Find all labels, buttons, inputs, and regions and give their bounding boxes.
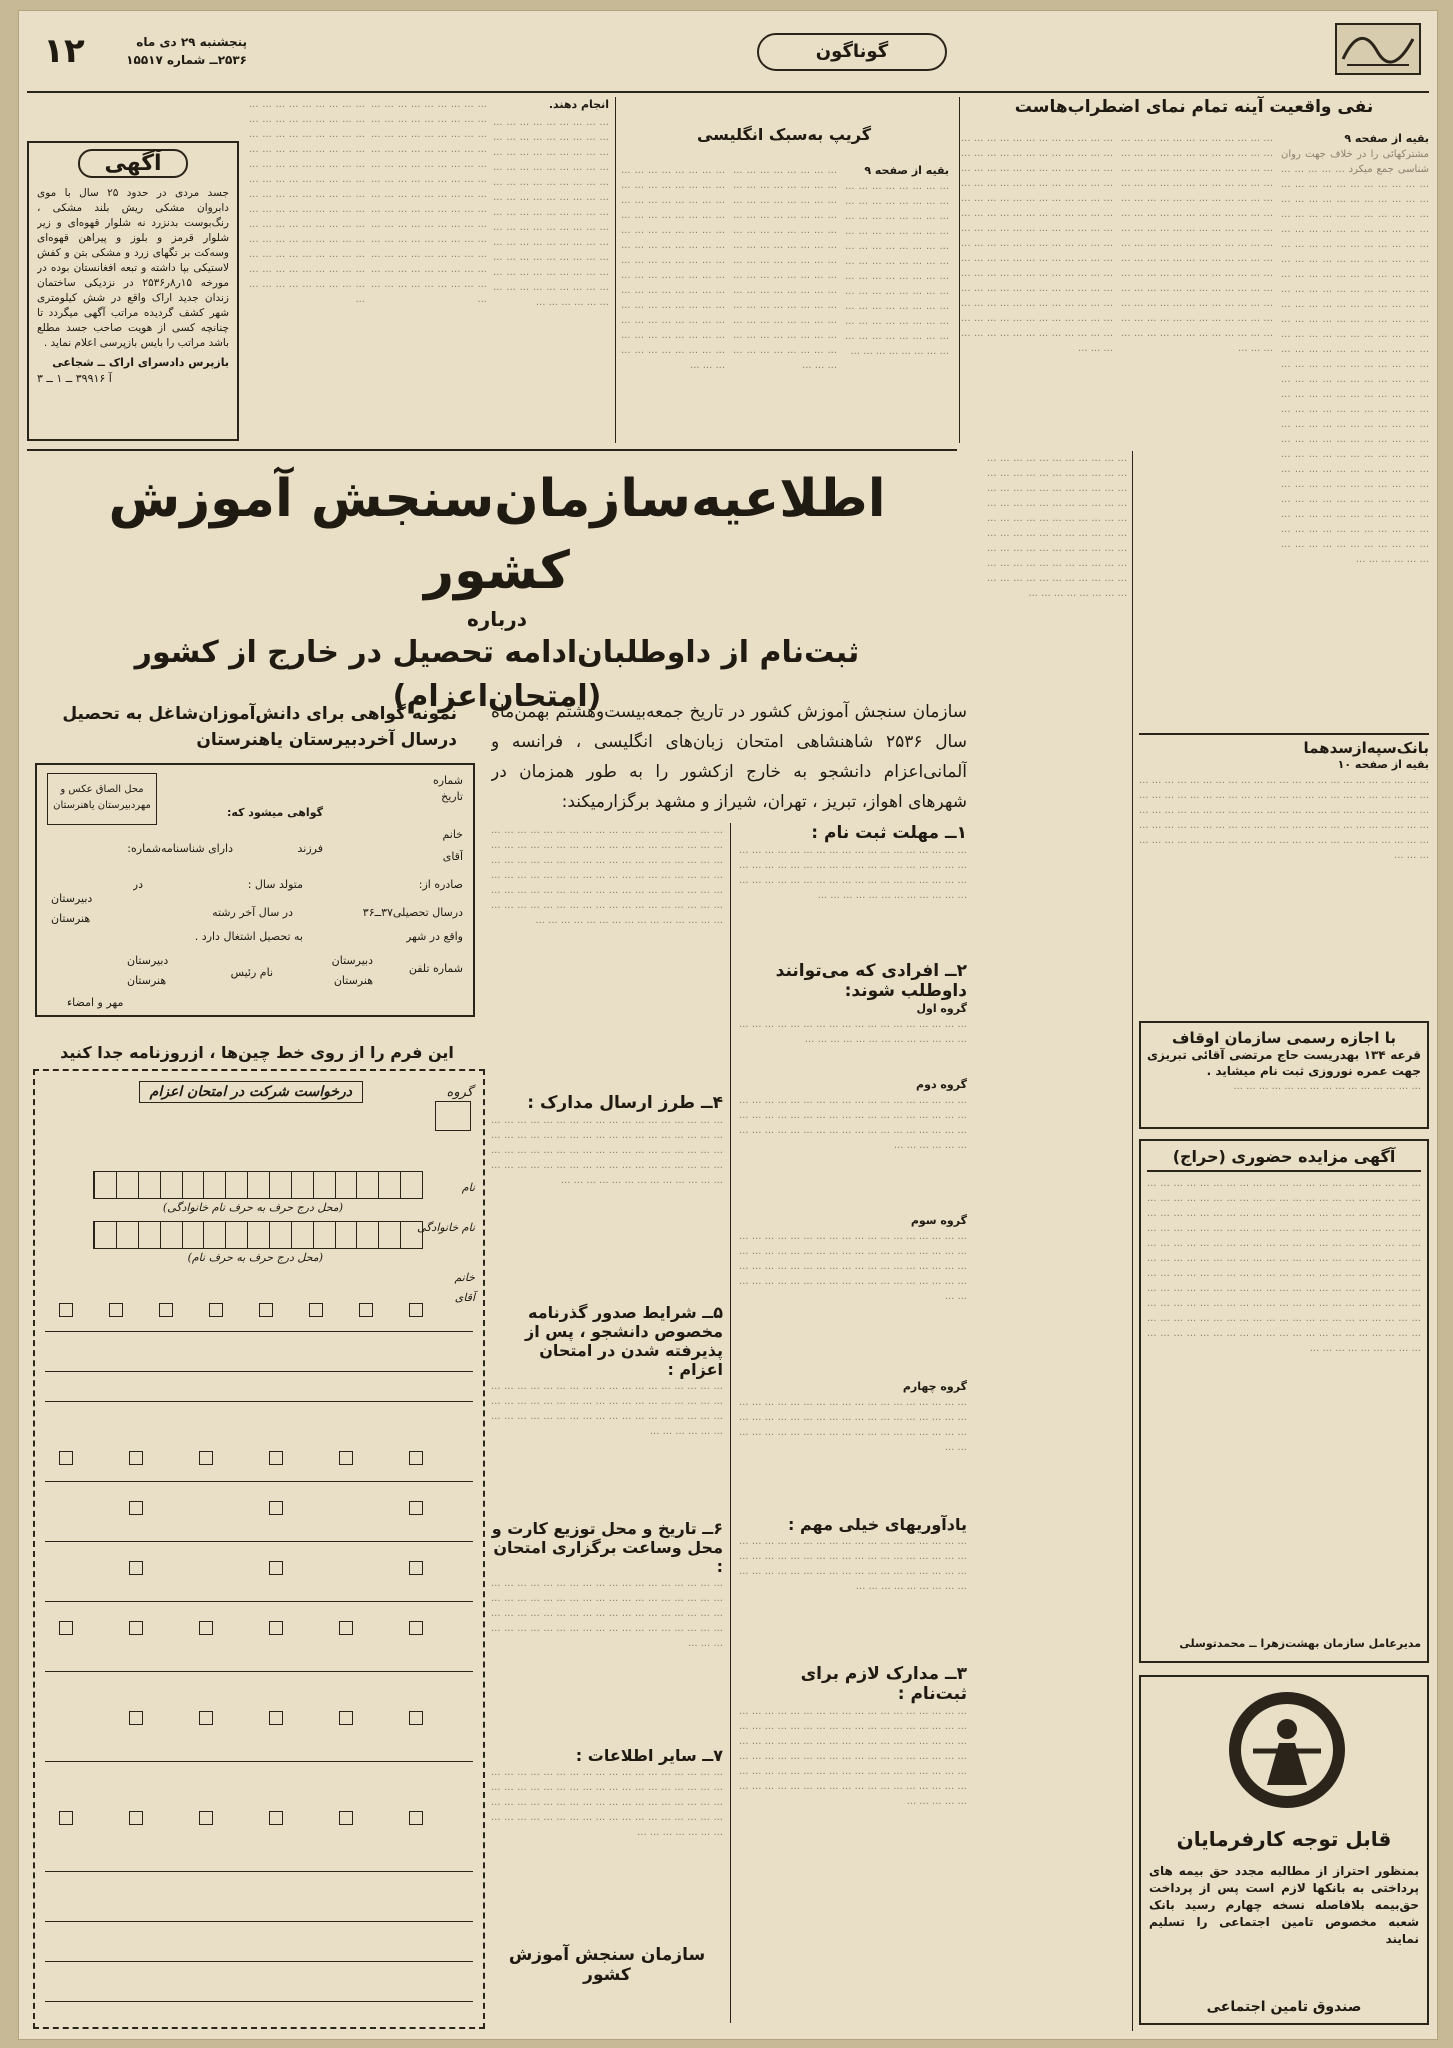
section-1-title: ۱ــ مهلت ثبت نام : [811,823,967,843]
checkbox[interactable] [129,1711,143,1725]
employers-signature: صندوق تامین اجتماعی [1206,1999,1362,2015]
certificate-box [35,763,475,1017]
social-security-emblem-icon [1217,1685,1357,1815]
certificate-title: نمونه گواهی برای دانش‌آموزان‌شاغل به تحصیل درسال آخردبیرستان یاهنرستان [62,704,457,750]
cert-school-1: دبیرستان [51,892,93,905]
photo-stamp-area: محل الصاق عکس و مهردبیرستان یاهنرستان [47,773,157,825]
checkbox[interactable] [309,1303,323,1317]
checkbox[interactable] [129,1621,143,1635]
group-3-title: گروه سوم [910,1214,967,1227]
checkbox[interactable] [59,1621,73,1635]
mirror-article-col2: ... ... ... ... ... ... ... ... ... ... ... ... ... ... ... ... ... ... ... ... ... ... ... ... ... ... ... ... ... ... ... ... ... ... ... ... ... ... ... ... ... ... ... ... ... ... ... ... ... ... ... ... ... ... ... ... ... ... ... ... ... ... ... ... ... ... ... ... ... ... ... ... ... ... ... ... ... ... ... ... ... ... ... ... ... ... ... ... ... ... ... ... ... ... ... ... ... ... ... ... ... ... ... ... ... ... ... ... ... ... ... ... ... ... ... ... ... ... ... ... ... ... ... ... ... ... ... ... ... ... ... ... ... ... ... ... ... ... ... ... ... ... ... ... ... ... ... ... ... ... ... ... ... ... ... ... ... ... ... ... ... ... ... ... ... ... ... ... ... ... ... [1121,133,1273,354]
mirror-article-col3: ... ... ... ... ... ... ... ... ... ... ... ... ... ... ... ... ... ... ... ... ... ... ... ... ... ... ... ... ... ... ... ... ... ... ... ... ... ... ... ... ... ... ... ... ... ... ... ... ... ... ... ... ... ... ... ... ... ... ... ... ... ... ... ... ... ... ... ... ... ... ... ... ... ... ... ... ... ... ... ... ... ... ... ... ... ... ... ... ... ... ... ... ... ... ... ... ... ... ... ... ... ... ... ... ... ... ... ... ... ... ... ... ... ... ... ... ... ... ... ... ... ... ... ... ... ... ... ... ... ... ... ... ... ... ... ... ... ... ... ... ... ... ... ... ... ... ... ... ... ... ... ... ... ... ... ... ... ... ... ... ... ... ... ... ... ... ... ... ... ... ... [961,133,1113,354]
checkbox[interactable] [409,1711,423,1725]
ad-unknown-body [27,141,239,441]
newspaper-page [18,10,1438,2040]
form-line-surname: (محل درج حرف به حرف نام خانوادگی) [162,1201,343,1214]
form-field-lady: خانم [454,1271,475,1284]
cert-child-of: فرزند [297,842,323,855]
checkbox[interactable] [359,1303,373,1317]
bank-notice: بانک‌سپه‌ازسدهما بقیه از صفحه ۱۰ ... ... ... ... ... ... ... ... ... ... ... ... ... ... ... ... ... ... ... ... ... ... ... ... ... ... ... ... ... ... ... ... ... ... ... ... ... ... ... ... ... ... ... ... ... ... ... ... ... ... ... ... ... ... ... ... ... ... ... ... ... ... ... ... ... ... ... ... ... ... ... ... ... ... ... ... ... ... ... ... ... ... ... ... ... ... ... ... ... ... ... ... ... ... ... ... ... ... ... ... ... ... ... ... ... ... ... ... ... ... ... ... ... ... ... ... ... ... [1139,739,1429,861]
checkbox[interactable] [269,1561,283,1575]
auction-title: آگهی مزایده حضوری (حراج) [1147,1147,1421,1172]
british-article-body: ... ... ... ... ... ... ... ... ... ... ... ... ... ... ... ... ... ... ... ... ... ... ... ... ... ... ... ... ... ... ... ... ... ... ... ... ... ... ... ... ... ... ... ... ... ... ... ... ... ... ... ... ... ... ... ... ... ... ... ... ... ... ... ... ... ... ... ... ... ... ... ... ... ... ... ... ... ... ... ... ... ... ... ... ... ... ... ... ... ... ... ... ... ... ... ... [845,181,949,357]
cert-located: واقع در شهر [405,930,463,943]
section-4-title: ۴ــ طرز ارسال مدارک : [527,1093,723,1113]
group-box[interactable] [435,1101,471,1131]
masthead-logo [1335,23,1421,75]
header-rule [27,91,1429,93]
british-article-title: گریپ به‌سبک انگلیسی [696,125,872,144]
checkbox[interactable] [339,1811,353,1825]
group-4-title: گروه چهارم [902,1380,967,1393]
employers-body: بمنظور احتراز از مطالبه مجدد حق بیمه های پرداختی به بانکها لازم است پس از پرداخت حق‌بیمه بلافاصله نسخه چهارم رسید بانک شعبه مخصوص تامین اجتماعی را تسلیم نمایند [1149,1864,1419,1946]
form-field-name: نام [461,1181,475,1194]
checkbox[interactable] [159,1303,173,1317]
registration-form [33,1069,485,2029]
form-field-sir: آقای [454,1291,475,1304]
auction-signature: مدیرعامل سازمان بهشت‌زهرا ــ محمدتوسلی [1179,1637,1421,1650]
section-badge [757,33,947,71]
certificate-sample [27,701,483,1041]
section-3-title: ۳ــ مدارک لازم برای ثبت‌نام : [800,1664,967,1704]
announcement-about: درباره [466,607,528,631]
mirror-article-title: نفی واقعیت آینه تمام نمای اضطراب‌هاست [1014,97,1374,117]
auction-notice: آگهی مزایده حضوری (حراج) ... ... ... ... ... ... ... ... ... ... ... ... ... ... ... ... ... ... ... ... ... ... ... ... ... ... ... ... ... ... ... ... ... ... ... ... ... ... ... ... ... ... ... ... ... ... ... ... ... ... ... ... ... ... ... ... ... ... ... ... ... ... ... ... ... ... ... ... ... ... ... ... ... ... ... ... ... ... ... ... ... ... ... ... ... ... ... ... ... ... ... ... ... ... ... ... ... ... ... ... ... ... ... ... ... ... ... ... ... ... ... ... ... ... ... ... ... ... ... ... ... ... ... ... ... ... ... ... ... ... ... ... ... ... ... ... ... ... ... ... ... ... ... ... ... ... ... ... ... ... ... ... ... ... ... ... ... ... ... ... ... ... ... ... ... ... ... ... ... ... ... ... ... ... ... ... ... ... ... ... ... ... ... ... ... ... ... ... ... ... ... ... ... ... ... ... ... ... ... ... ... ... ... ... ... ... ... ... ... ... ... ... ... ... ... ... ... ... ... ... ... ... ... ... ... ... ... ... ... ... ... ... ... ... ... ... ... ... ... ... مدیرعامل سازمان بهشت‌زهرا ــ محمدتوسلی [1139,1139,1429,1663]
ad-title: آگهی [78,149,188,178]
checkbox[interactable] [129,1501,143,1515]
checkbox[interactable] [409,1451,423,1465]
cert-id: دارای شناسنامه‌شماره: [127,842,233,855]
mirror-article-lead: بقیه از صفحه ۹ [1344,132,1429,145]
checkbox[interactable] [339,1621,353,1635]
form-group-label: گروه [446,1085,473,1100]
cert-born: متولد سال : [247,878,303,891]
form-field-surname: نام خانوادگی [417,1221,475,1234]
checkbox[interactable] [409,1621,423,1635]
cert-in: در [132,878,143,891]
cert-year: درسال تحصیلی۳۷ــ۳۶ [362,906,463,919]
section-6-title: ۶ــ تاریخ و محل توزیع کارت و محل وساعت برگزاری امتحان : [491,1519,723,1576]
cert-principal: نام رئیس [230,966,273,979]
checkbox[interactable] [269,1621,283,1635]
issue-line: ۲۵۳۶ــ شماره ۱۵۵۱۷ [126,53,247,67]
checkbox[interactable] [269,1501,283,1515]
cert-vocational-3: هنرستان [127,974,167,987]
cert-certify: گواهی میشود که: [227,806,323,819]
page-number: ۱۲ [43,31,85,71]
checkbox[interactable] [199,1451,213,1465]
surname-cells[interactable] [93,1171,423,1199]
announcement-overflow: ... ... ... ... ... ... ... ... ... ... ... ... ... ... ... ... ... ... ... ... ... ... ... ... ... ... ... ... ... ... ... ... ... ... ... ... ... ... ... ... ... ... ... ... ... ... ... ... ... ... ... ... ... ... ... ... ... ... ... ... ... ... ... ... ... ... ... ... ... ... ... ... ... ... ... ... ... ... ... ... ... ... ... ... ... ... ... ... ... ... ... ... ... ... ... ... ... ... ... ... ... ... ... ... ... ... ... [987,453,1127,599]
form-title: درخواست شرکت در امتحان اعزام [139,1081,363,1103]
announcement-col-b: ... ... ... ... ... ... ... ... ... ... ... ... ... ... ... ... ... ... ... ... ... ... ... ... ... ... ... ... ... ... ... ... ... ... ... ... ... ... ... ... ... ... ... ... ... ... ... ... ... ... ... ... ... ... ... ... ... ... ... ... ... ... ... ... ... ... ... ... ... ... ... ... ... ... ... ... ... ... ... ... ... ... ... ... ... ... ... ... ... ... ... ... ... ... ... ... ... ... ... ... ... ... ... ... ... ... ... ... ... ... ... ... ... ... ... ... ... ... ... ... ... ... ... ۴ــ طرز ارسال مدارک : ... ... ... ... ... ... ... ... ... ... ... ... ... ... ... ... ... ... ... ... ... ... ... ... ... ... ... ... ... ... ... ... ... ... ... ... ... ... ... ... ... ... ... ... ... ... ... ... ... ... ... ... ... ... ... ... ... ... ... ... ... ... ... ... ... ... ... ... ... ... ... ... ... ... ... ... ... ... ... ... ... ... ... ... ... ۵ــ شرایط صدور گذرنامه مخصوص دانشجو ، پس از پذیرفته شدن در امتحان اعزام : ... ... ... ... ... ... ... ... ... ... ... ... ... ... ... ... ... ... ... ... ... ... ... ... ... ... ... ... ... ... ... ... ... ... ... ... ... ... ... ... ... ... ... ... ... ... ... ... ... ... ... ... ... ... ... ... ... ... ... ... ۶ــ تاریخ و محل توزیع کارت و محل وساعت برگزاری امتحان : ... ... ... ... ... ... ... ... ... ... ... ... ... ... ... ... ... ... ... ... ... ... ... ... ... ... ... ... ... ... ... ... ... ... ... ... ... ... ... ... ... ... ... ... ... ... ... ... ... ... ... ... ... ... ... ... ... ... ... ... ... ... ... ... ... ... ... ... ... ... ... ... ... ... ... ۷ــ سایر اطلاعات : ... ... ... ... ... ... ... ... ... ... ... ... ... ... ... ... ... ... ... ... ... ... ... ... ... ... ... ... ... ... ... ... ... ... ... ... ... ... ... ... ... ... ... ... ... ... ... ... ... ... ... ... ... ... ... ... ... ... ... ... ... ... ... ... ... ... ... ... ... ... ... ... ... ... ... ... ... ... ... سازمان سنجش آموزش کشور [491,825,723,1985]
checkbox[interactable] [339,1711,353,1725]
checkbox[interactable] [129,1811,143,1825]
mirror-article-body: مشترکهائی را در خلاف جهت روان شناسی جمع میکرد ... ... ... ... ... ... ... ... ... ... ... ... ... ... ... ... ... ... ... ... ... ... ... ... ... ... ... ... ... ... ... ... ... ... ... ... ... ... ... ... ... ... ... ... ... ... ... ... ... ... ... ... ... ... ... ... ... ... ... ... ... ... ... ... ... ... ... ... ... ... ... ... ... ... ... ... ... ... ... ... ... ... ... ... ... ... ... ... ... ... ... ... ... ... ... ... ... ... ... ... ... ... ... ... ... ... ... ... ... ... ... ... ... ... ... ... ... ... ... ... ... ... ... ... ... ... ... ... ... ... ... ... ... ... ... ... ... ... ... ... ... ... ... ... ... ... ... ... ... ... ... ... ... ... ... ... ... ... ... ... ... ... ... ... ... ... ... ... ... ... ... ... ... ... ... ... ... ... ... ... ... ... ... ... ... ... ... ... ... ... ... ... ... ... ... ... ... ... ... ... ... ... ... ... ... ... ... ... ... ... ... ... ... ... ... ... ... ... ... ... ... ... ... ... ... ... ... ... ... ... ... ... ... ... ... ... ... ... ... ... ... ... ... ... ... ... ... ... ... ... ... ... ... ... ... ... ... ... ... ... ... ... ... ... ... ... ... ... ... ... ... ... ... ... ... ... ... ... ... ... ... ... ... ... ... ... [1281,149,1429,565]
checkbox[interactable] [409,1811,423,1825]
checkbox[interactable] [209,1303,223,1317]
section-7-title: ۷ــ سایر اطلاعات : [575,1746,723,1765]
checkbox[interactable] [129,1561,143,1575]
name-cells[interactable] [93,1221,423,1249]
checkbox[interactable] [199,1811,213,1825]
cert-issued: صادره از: [418,878,463,891]
checkbox[interactable] [269,1451,283,1465]
checkbox[interactable] [409,1501,423,1515]
checkbox[interactable] [199,1621,213,1635]
awqaf-body: قرعه ۱۳۴ بهدریست حاج مرتضی آقائی تبریزی جهت عمره نوروزی ثبت نام میشاید . [1147,1048,1421,1078]
awqaf-title: با اجازه رسمی سازمان اوقاف [1172,1029,1396,1047]
cert-number: شماره [432,774,463,787]
ad-code: آ ۳۹۹۱۶ ــ ۱ ــ ۳ [37,372,112,385]
bank-notice-title: بانک‌سپه‌ازسدهما [1303,739,1429,757]
checkbox[interactable] [269,1811,283,1825]
ad-body: جسد مردی در حدود ۲۵ سال با موی دابروان مشکی ریش بلند مشکی ، رنگ‌بوست بدنزرد نه شلوار قهوه‌ای و زیر شلوار قرمز و بلوز و پیراهن قهوه‌ای وسه‌کت بر تگهای زرد و مشکی بتن و کفش لاستیکی بپا داشته و تبعه افغانستان بوده در مورخه ۱۵ر۸ر۲۵۳۶ در نزدیکی ساختمان زندان جدید اراک واقع در شش کیلومتری شهر کشف گردیده مراتب آگهی میگردد تا چنانچه کسی از هویت صاحب جسد مطلع باشد مراتب را بایس بازپرسی اعلام نماید . [37,187,229,349]
awqaf-notice: با اجازه رسمی سازمان اوقاف قرعه ۱۳۴ بهدریست حاج مرتضی آقائی تبریزی جهت عمره نوروزی ثبت نام میشاید . ... ... ... ... ... ... ... ... ... ... ... ... ... ... ... [1139,1021,1429,1129]
announcement [27,457,967,2037]
british-article: گریپ به‌سبک انگلیسی بقیه از صفحه ۹ ... ... ... ... ... ... ... ... ... ... ... ... ... ... ... ... ... ... ... ... ... ... ... ... ... ... ... ... ... ... ... ... ... ... ... ... ... ... ... ... ... ... ... ... ... ... ... ... ... ... ... ... ... ... ... ... ... ... ... ... ... ... ... ... ... ... ... ... ... ... ... ... ... ... ... ... ... ... ... ... ... ... ... ... ... ... ... ... ... ... ... ... ... ... ... ... ... ... ... ... ... ... ... ... ... ... ... ... ... ... ... ... ... ... ... ... ... ... ... ... ... ... ... ... ... ... ... ... ... ... ... ... ... ... ... ... ... ... ... ... ... ... ... ... ... ... ... ... ... ... ... ... ... ... ... ... ... ... ... ... ... ... ... ... ... ... ... ... ... ... ... ... ... ... ... ... ... ... ... ... ... ... ... ... ... ... ... ... ... ... ... ... ... ... ... ... ... ... ... ... ... ... ... ... ... ... ... ... ... ... ... ... ... ... ... ... ... ... ... ... ... ... ... ... ... ... ... ... ... ... ... ... ... ... ... ... ... ... ... ... ... ... ... ... ... ... ... ... ... ... ... ... ... ... ... ... ... ... ... ... ... ... ... ... ... ... ... ... ... ... ... ... ... ... ... ... ... ... ... ... ... ... ... ... ... ... ... ... ... ... ... ... ... ... ... ... ... ... ... ... ... ... ... ... ... ... ... ... ... ... [619,97,949,443]
employers-notice [1139,1675,1429,2025]
cert-phone: شماره تلفن [408,962,463,975]
mirror-article [959,97,1429,565]
cert-vocational-1: هنرستان [51,912,91,925]
followup-article: انجام دهند. ... ... ... ... ... ... ... ... ... ... ... ... ... ... ... ... ... ... ... ... ... ... ... ... ... ... ... ... ... ... ... ... ... ... ... ... ... ... ... ... ... ... ... ... ... ... ... ... ... ... ... ... ... ... ... ... ... ... ... ... ... ... ... ... ... ... ... ... ... ... ... ... ... ... ... ... ... ... ... ... ... ... ... ... ... ... ... ... ... ... ... ... ... ... ... ... ... ... ... ... ... ... ... ... ... ... ... ... ... ... ... ... ... ... ... ... ... ... ... ... ... ... ... ... ... ... ... ... ... ... ... ... ... ... ... ... ... ... ... ... ... ... ... ... ... ... ... ... ... ... ... ... ... ... ... ... ... ... ... ... ... ... ... ... ... ... ... ... ... ... ... ... ... ... ... ... ... ... ... ... ... ... ... ... ... ... ... ... ... ... ... ... ... ... ... ... ... ... ... ... ... ... ... ... ... ... ... ... ... ... ... ... ... ... ... ... ... ... ... ... ... ... ... ... ... ... ... ... ... ... ... ... ... ... ... ... ... ... ... ... ... ... ... ... ... ... ... ... ... ... ... ... ... ... ... ... ... ... ... ... ... ... ... ... ... ... ... ... ... ... ... ... ... ... ... ... ... ... ... ... ... ... ... ... ... ... ... ... ... ... ... ... ... ... ... ... ... ... ... ... ... ... ... ... ... ... ... ... ... ... ... ... ... ... ... ... ... ... ... ... ... ... ... ... ... ... ... ... ... ... ... ... ... ... ... ... ... ... ... ... ... ... ... ... ... ... ... ... ... ... [249,98,609,308]
ad-signature: بازپرس دادسرای اراک ــ شجاعی [52,356,229,369]
cert-vocational-2: هنرستان [333,974,373,987]
checkbox[interactable] [269,1711,283,1725]
section-title: گوناگون [815,41,889,62]
announcement-title: اطلاعیه‌سازمان‌سنجش آموزش کشور [108,469,886,601]
group-1-title: گروه اول [916,1002,967,1015]
cert-seal: مهر و امضاء [67,996,124,1009]
followup-article-end: انجام دهند. [548,98,609,111]
cert-final-year: در سال آخر رشته [212,906,293,919]
announcement-signature: سازمان سنجش آموزش کشور [508,1945,706,1985]
group-2-title: گروه دوم [916,1078,967,1091]
checkbox[interactable] [409,1561,423,1575]
checkbox[interactable] [59,1303,73,1317]
section-2-title: ۲ــ افرادی که می‌توانند داوطلب شوند: [775,961,967,1001]
checkbox[interactable] [59,1811,73,1825]
checkbox[interactable] [199,1711,213,1725]
announcement-col-a: ۱ــ مهلت ثبت نام : ... ... ... ... ... ... ... ... ... ... ... ... ... ... ... ... ... ... ... ... ... ... ... ... ... ... ... ... ... ... ... ... ... ... ... ... ... ... ... ... ... ... ... ... ... ... ... ... ... ... ... ... ... ... ... ... ... ... ... ... ... ... ... ... ... ... ۲ــ افرادی که می‌توانند داوطلب شوند: گروه اول ... ... ... ... ... ... ... ... ... ... ... ... ... ... ... ... ... ... ... ... ... ... ... ... ... ... ... ... ... ... ... گروه دوم ... ... ... ... ... ... ... ... ... ... ... ... ... ... ... ... ... ... ... ... ... ... ... ... ... ... ... ... ... ... ... ... ... ... ... ... ... ... ... ... ... ... ... ... ... ... ... ... ... ... ... ... ... ... ... ... ... ... ... ... گروه سوم ... ... ... ... ... ... ... ... ... ... ... ... ... ... ... ... ... ... ... ... ... ... ... ... ... ... ... ... ... ... ... ... ... ... ... ... ... ... ... ... ... ... ... ... ... ... ... ... ... ... ... ... ... ... ... ... ... ... ... ... ... ... ... ... ... ... ... ... ... ... ... ... ... ... گروه چهارم ... ... ... ... ... ... ... ... ... ... ... ... ... ... ... ... ... ... ... ... ... ... ... ... ... ... ... ... ... ... ... ... ... ... ... ... ... ... ... ... ... ... ... ... ... ... ... ... ... ... ... ... ... ... ... ... یادآوریهای خیلی مهم : ... ... ... ... ... ... ... ... ... ... ... ... ... ... ... ... ... ... ... ... ... ... ... ... ... ... ... ... ... ... ... ... ... ... ... ... ... ... ... ... ... ... ... ... ... ... ... ... ... ... ... ... ... ... ... ... ... ... ... ... ... ... ... ۳ــ مدارک لازم برای ثبت‌نام : ... ... ... ... ... ... ... ... ... ... ... ... ... ... ... ... ... ... ... ... ... ... ... ... ... ... ... ... ... ... ... ... ... ... ... ... ... ... ... ... ... ... ... ... ... ... ... ... ... ... ... ... ... ... ... ... ... ... ... ... ... ... ... ... ... ... ... ... ... ... ... ... ... ... ... ... ... ... ... ... ... ... ... ... ... ... ... ... ... ... ... ... ... ... ... ... ... ... ... ... ... ... ... ... ... ... ... ... ... ... ... ... ... [739,823,967,1807]
reminders-title: یادآوریهای خیلی مهم : [787,1515,967,1534]
form-cut-banner: این فرم را از روی خط چین‌ها ، ازروزنامه جدا کنید [60,1043,454,1062]
cert-lady: خانم [442,828,463,841]
section-5-title: ۵ــ شرایط صدور گذرنامه مخصوص دانشجو ، پس از پذیرفته شدن در امتحان اعزام : [525,1303,723,1379]
checkbox[interactable] [59,1451,73,1465]
cert-sir: آقای [442,850,463,863]
announcement-intro: سازمان سنجش آموزش کشور در تاریخ جمعه‌بیست‌وهشتم بهمن‌ماه سال ۲۵۳۶ شاهنشاهی امتحان زبان‌های انگلیسی ، فرانسه و آلمانی‌اعزام دانشجو به خارج ازکشور را به طور همزمان در شهرهای اهواز، تبریز ، تهران، شیراز و مشهد برگزارمیکند: [491,702,967,812]
checkbox[interactable] [409,1303,423,1317]
checkbox[interactable] [339,1451,353,1465]
insurance-emblem [1217,1685,1357,1815]
cert-school-2: دبیرستان [331,954,373,967]
cert-date: تاریخ [441,790,463,803]
checkbox[interactable] [109,1303,123,1317]
cert-school-3: دبیرستان [127,954,169,967]
announcement-subtitle: ثبت‌نام از داوطلبان‌ادامه تحصیل در خارج از کشور [134,635,860,670]
date-line: پنجشنبه ۲۹ دی ماه [136,35,247,49]
date-block [97,33,247,69]
british-article-lead: بقیه از صفحه ۹ [864,164,949,177]
bank-notice-lead: بقیه از صفحه ۱۰ [1337,758,1429,771]
checkbox[interactable] [259,1303,273,1317]
kayhan-logo-icon [1337,25,1419,73]
announcement-subtitle2: (امتحان‌اعزام) [392,679,602,714]
form-line-name: (محل درج حرف به حرف نام) [187,1251,323,1264]
employers-title: قابل توجه کارفرمایان [1176,1827,1392,1851]
cert-studying: به تحصیل اشتغال دارد . [194,930,303,943]
checkbox[interactable] [129,1451,143,1465]
